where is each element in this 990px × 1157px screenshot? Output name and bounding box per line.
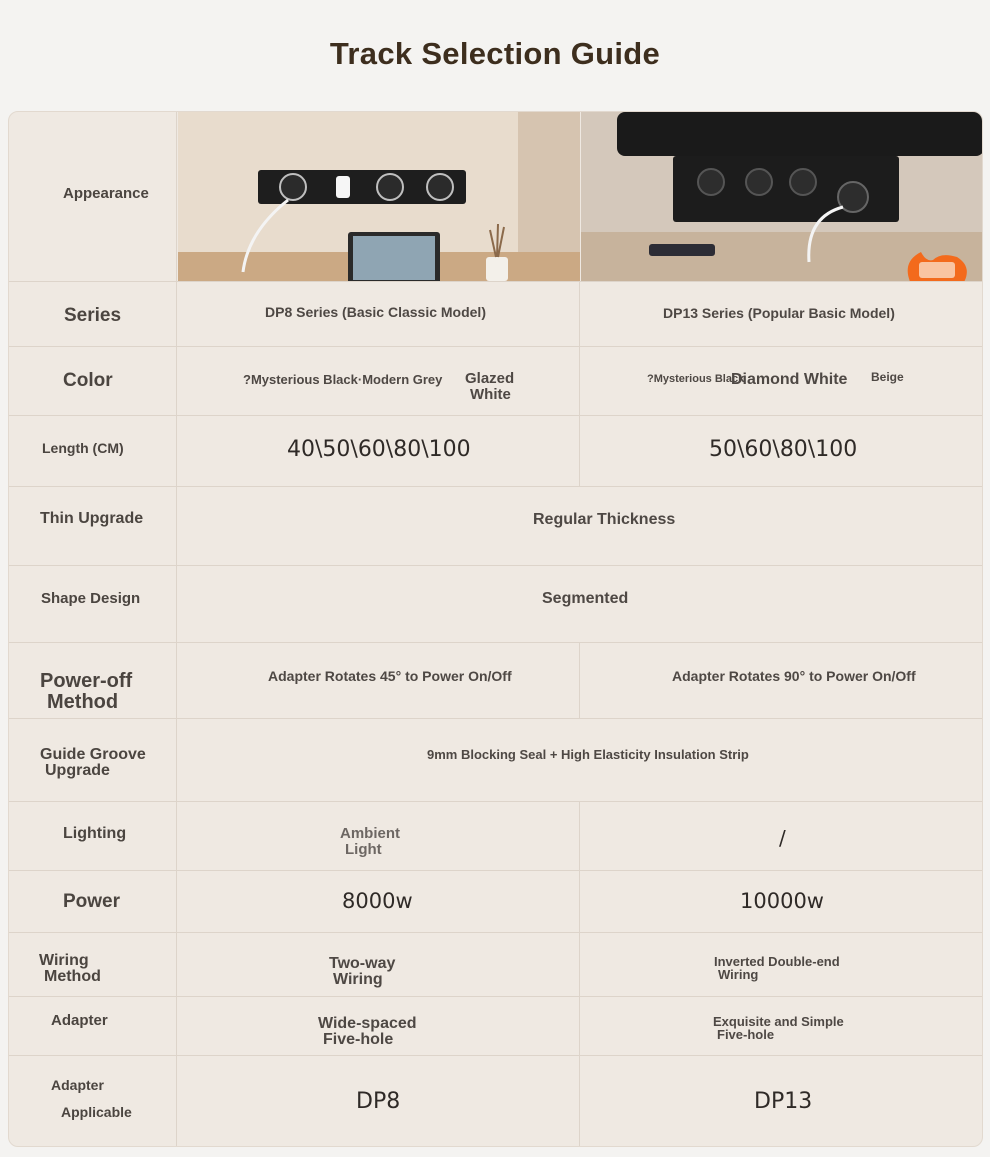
poweroff-dp13-text: Adapter Rotates 90° to Power On/Off bbox=[672, 668, 916, 684]
row-label bbox=[9, 566, 177, 642]
poweroff-dp13 bbox=[581, 643, 983, 718]
wiring-dp8-text-a: Two-way bbox=[329, 955, 396, 972]
row-label bbox=[9, 347, 177, 415]
applicable-dp13-text: DP13 bbox=[754, 1089, 813, 1114]
label-text-a: Wiring bbox=[39, 952, 89, 969]
length-dp8 bbox=[178, 416, 580, 486]
lighting-dp13 bbox=[581, 802, 983, 870]
row-power bbox=[9, 871, 983, 933]
row-thin-upgrade bbox=[9, 487, 983, 566]
label-text-b: Applicable bbox=[61, 1104, 132, 1120]
comparison-table bbox=[8, 111, 983, 1147]
color-dp13 bbox=[581, 347, 983, 415]
wiring-dp13-text-a: Inverted Double-end bbox=[714, 954, 840, 969]
row-guide-groove bbox=[9, 719, 983, 802]
power-dp8 bbox=[178, 871, 580, 932]
lighting-dp13-text: / bbox=[779, 826, 786, 850]
wiring-dp8-text-b: Wiring bbox=[333, 971, 383, 988]
poweroff-dp8 bbox=[178, 643, 580, 718]
shape-value bbox=[178, 566, 983, 642]
row-label bbox=[9, 933, 177, 996]
row-color bbox=[9, 347, 983, 416]
adapter-dp13-text-a: Exquisite and Simple bbox=[713, 1014, 844, 1029]
color-dp8-text: ?Mysterious Black·Modern Grey bbox=[243, 372, 443, 387]
label-text-b: Method bbox=[47, 691, 119, 713]
lighting-dp8-text-a: Ambient bbox=[340, 825, 400, 842]
length-dp13-text: 50\60\80\100 bbox=[709, 437, 858, 462]
row-wiring-method bbox=[9, 933, 983, 997]
label-text: Color bbox=[63, 370, 113, 391]
label-text: Lighting bbox=[63, 825, 127, 842]
label-text: Adapter bbox=[51, 1012, 108, 1029]
label-text-a: Power-off bbox=[40, 670, 133, 692]
adapter-dp8 bbox=[178, 997, 580, 1055]
row-label bbox=[9, 112, 177, 281]
row-power-off-method bbox=[9, 643, 983, 719]
row-appearance bbox=[9, 112, 983, 282]
row-label bbox=[9, 871, 177, 932]
power-dp13-text: 10000w bbox=[740, 889, 824, 913]
dp8-track-illustration bbox=[178, 112, 580, 281]
groove-value-text: 9mm Blocking Seal + High Elasticity Insulation Strip bbox=[427, 747, 749, 762]
row-length bbox=[9, 416, 983, 487]
length-dp13 bbox=[581, 416, 983, 486]
adapter-dp8-text-b: Five-hole bbox=[323, 1031, 394, 1048]
label-text: Shape Design bbox=[41, 590, 141, 607]
wiring-dp13 bbox=[581, 933, 983, 996]
wiring-dp13-text-b: Wiring bbox=[718, 967, 759, 982]
label-text-a: Adapter bbox=[51, 1077, 104, 1093]
page-title: Track Selection Guide bbox=[329, 36, 661, 71]
row-shape-design bbox=[9, 566, 983, 643]
series-dp8 bbox=[178, 282, 580, 346]
applicable-dp8 bbox=[178, 1056, 580, 1147]
lighting-dp8 bbox=[178, 802, 580, 870]
color-dp8-white: White bbox=[470, 386, 511, 403]
row-lighting bbox=[9, 802, 983, 871]
adapter-dp13-text-b: Five-hole bbox=[717, 1027, 775, 1042]
label-text-b: Upgrade bbox=[45, 762, 110, 779]
dp13-track-illustration bbox=[581, 112, 983, 281]
label-text: Power bbox=[63, 891, 121, 912]
thin-value-text: Regular Thickness bbox=[533, 511, 676, 528]
label-text-b: Method bbox=[44, 968, 101, 985]
row-label bbox=[9, 643, 177, 718]
length-dp8-text: 40\50\60\80\100 bbox=[287, 437, 471, 462]
label-text: Length (CM) bbox=[42, 440, 124, 456]
dp13-product-photo bbox=[581, 112, 983, 281]
series-dp13-text: DP13 Series (Popular Basic Model) bbox=[663, 305, 895, 321]
row-label bbox=[9, 282, 177, 346]
applicable-dp8-text: DP8 bbox=[356, 1089, 401, 1114]
power-dp13 bbox=[581, 871, 983, 932]
series-dp8-text: DP8 Series (Basic Classic Model) bbox=[265, 304, 486, 320]
row-label bbox=[9, 802, 177, 870]
color-dp13-beige: Beige bbox=[871, 370, 904, 384]
groove-value bbox=[178, 719, 983, 801]
poweroff-dp8-text: Adapter Rotates 45° to Power On/Off bbox=[268, 668, 512, 684]
color-dp8 bbox=[178, 347, 580, 415]
thin-value bbox=[178, 487, 983, 565]
color-dp13-diamond-white: Diamond White bbox=[731, 371, 848, 388]
row-adapter-applicable bbox=[9, 1056, 983, 1147]
series-dp13 bbox=[581, 282, 983, 346]
applicable-dp13 bbox=[581, 1056, 983, 1147]
label-text: Appearance bbox=[63, 185, 149, 202]
row-label bbox=[9, 1056, 177, 1147]
power-dp8-text: 8000w bbox=[342, 889, 413, 913]
row-label bbox=[9, 487, 177, 565]
wiring-dp8 bbox=[178, 933, 580, 996]
row-label bbox=[9, 416, 177, 486]
dp8-product-photo bbox=[178, 112, 580, 281]
row-label bbox=[9, 997, 177, 1055]
label-text: Thin Upgrade bbox=[40, 510, 144, 527]
adapter-dp8-text-a: Wide-spaced bbox=[318, 1015, 417, 1032]
color-dp8-glazed: Glazed bbox=[465, 370, 515, 387]
lighting-dp8-text-b: Light bbox=[345, 841, 382, 858]
row-label bbox=[9, 719, 177, 801]
shape-value-text: Segmented bbox=[542, 590, 629, 607]
row-adapter bbox=[9, 997, 983, 1056]
adapter-dp13 bbox=[581, 997, 983, 1055]
color-dp13-black: ?Mysterious Black bbox=[647, 373, 745, 385]
label-text: Series bbox=[64, 305, 122, 326]
label-text-a: Guide Groove bbox=[40, 746, 146, 763]
row-series bbox=[9, 282, 983, 347]
